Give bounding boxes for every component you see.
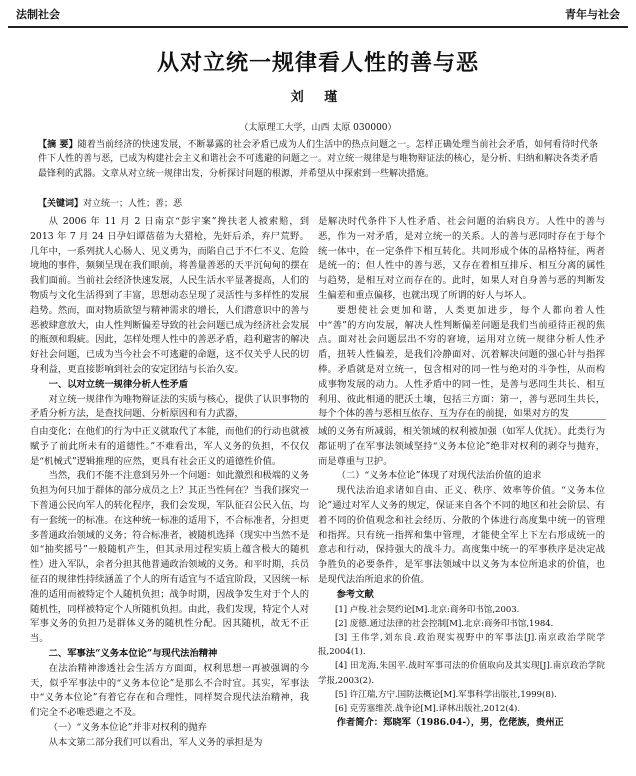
references-heading: 参考文献 [336, 588, 374, 600]
journal-section-label: 法制社会 [16, 8, 60, 21]
abstract-text: 随着当前经济的快速发展，不断暴露的社会矛盾已成为人们生活中的热点问题之一。怎样正确处理当前社会矛盾，如何看待时代条件下人性的善与恶，已成为构建社会主义和谐社会不可逃避的问题之一。对立统一规律是与唯物辩证法的核心，是分析、归纳和解决各类矛盾最锋利的武器。文章从对立统一规律出发，分析探讨问题的根源，并希望从中探索到一些解决措施。 [38, 140, 598, 179]
author-affiliation: （太原理工大学，山西 太原 030000） [239, 123, 397, 133]
paragraph: 是解决时代条件下人性矛盾、社会问题的治病良方。人性中的善与恶，作为一对矛盾，是对立统一的关系。人的善与恶同时存在于每个统一体中，在一定条件下相互转化。共同形成个体的品格特征，两者是统一的；但人性中的善与恶，又存在着相互排斥、相互分离的属性与趋势，是相互对立而存在的。此时，如果人对自身善与恶的判断发生偏差和重点偏移，也就出现了所谓的好人与坏人。 [318, 216, 605, 301]
keywords [38, 196, 598, 209]
reference-item: [5] 许江瑞,方宁.国防法概论[M].军事科学出版社,1999(8). [335, 689, 557, 700]
reference-item: [4] 田龙海,朱国平.战时军事司法的价值取向及其实现[J].南京政治学院学报,2003(2). [318, 661, 605, 686]
paragraph: 域的义务有所减弱，相关领域的权利被加强（如军人优抚）。此类行为都证明了在军事法领域坚持“义务本位论”绝非对权利的剥夺与抛弃，而是尊重与卫护。 [318, 426, 605, 467]
section-heading: 一、以对立统一规律分析人性矛盾 [48, 378, 189, 390]
column-left-bottom [30, 425, 309, 751]
reference-item: [2] 庞德.通过法律的社会控制[M].北京:商务印书馆,1984. [335, 618, 554, 629]
abstract [38, 138, 598, 181]
keywords-label: 【关键词】 [38, 199, 84, 209]
subsection-heading: （一）“义务本位论”并非对权利的抛弃 [48, 721, 207, 733]
column-left-top [30, 215, 309, 422]
article-author: 刘 瑾 [290, 90, 346, 105]
paragraph: 要想使社会更加和谐，人类更加进步，每个人都向着人性中“善”的方向发展，解决人性判断偏差问题是我们当前亟待正视的焦点。面对社会问题层出不穷的窘境，运用对立统一规律分析人性矛盾，扭转人性偏差，是我们冷静面对、沉着解决问题的强心针与指挥棒。矛盾就是对立统一，包含相对的同一性与绝对的斗争性，从而构成事物发展的动力。人性矛盾中的同一性，是善与恶同生共长、相互利用、彼此相通的肥沃土壤，包括三方面：第一，善与恶同生共长，每个个体的善与恶相互依存、互为存在的前提，如果对方的发 [318, 304, 605, 420]
article-title: 从对立统一规律看人性的善与恶 [156, 51, 479, 76]
reference-item: [6] 克劳塞维茨.战争论[M].译林出版社,2012(4). [335, 703, 521, 714]
page-header [8, 0, 628, 28]
paragraph: 从 2006 年 11 月 2 日南京“彭宇案”搀扶老人被索赔，到 2013 年 7 月 24 日孕妇谭蓓蓓为大猎枪，先奸后杀，弃尸荒野。几年中，一系列扰人心肠人、见义勇为，而陷自己于不仁不义、危险境地的事件，频频呈现在我们眼前，将善量善恶的天平沉甸甸的摆在我们面前。当前社会经济快速发展，人民生活水平显著提高，人们的物质与文化生活得到了丰富，思想动态呈现了灵活性与多样性的发展趋势。然而，面对物质欲望与精神需求的增长，人们潜意识中的善与恶被肆意放大，由人性判断偏差导致的社会问题已成为经济社会发展的瓶颈和瑕疵。因此，怎样处理人性中的善恶矛盾，趋利避害的解决好社会问题，已成为当今社会不可逃避的命题，这不仅关乎人民的切身利益，更直接影响到社会的安定团结与长治久安。 [30, 216, 309, 375]
paragraph: 在法治精神渗透社会生活方方面面，权利思想一再被强调的今天，似乎军事法中的“义务本位论”是那么不合时宜。其实，军事法中“义务本位论”有着它存在和合理性，同样契合现代法治精神，我们完全不必唯恐避之不及。 [30, 662, 309, 719]
author-bio: 作者简介：郑晓军（1986.04-），男，仡佬族，贵州正 [336, 717, 564, 729]
column-right-bottom [318, 425, 605, 731]
paragraph: 现代法治追求诸如自由、正义、秩序、效率等价值。“义务本位论”通过对军人义务的规定，保证来自各个不同的地区和社会阶层、有着不同的价值观念和社会经历、分散的个体进行高度集中统一的管理和指挥。只有统一指挥和集中管理，才能使全军上下左右形成统一的意志和行动，保持强大的战斗力。高度集中统一的军事秩序是决定战争胜负的必要条件，是军事法领域中以义务为本位所追求的价值，也是现代法治所追求的价值。 [318, 485, 605, 585]
paragraph: 从本文第二部分我们可以看出，军人义务的承担是为 [48, 736, 263, 748]
article-divider [30, 419, 606, 420]
section-heading: 二、军事法“义务本位论”与现代法治精神 [48, 647, 218, 659]
subsection-heading: （二）“义务本位论”体现了对现代法治价值的追求 [336, 470, 542, 482]
paragraph: 自由变化；在他们的行为中正义就取代了本能，而他们的行动也就被赋予了前此所未有的道德性。”不难看出，军人义务的负担，不仅仅是“机械式”逻辑推理的应然，更具有社会正义的道德性价值。 [30, 426, 309, 467]
abstract-label: 【摘 要】 [38, 140, 78, 150]
keywords-text: 对立统一；人性；善；恶 [83, 199, 183, 209]
column-right-top [318, 215, 605, 422]
journal-name-label: 青年与社会 [565, 8, 620, 21]
reference-item: [1] 卢梭.社会契约论[M].北京:商务印书馆,2003. [335, 604, 520, 615]
reference-item: [3] 王伟学,刘东良.政治现实视野中的军事法[J].南京政治学院学报,2004(1). [318, 632, 605, 658]
paragraph: 对立统一规律作为唯物辩证法的实质与核心，提供了认识事物的矛盾分析方法，是查找问题、分析原因和有力武器， [30, 393, 309, 420]
paragraph: 当然，我们不能不注意到另外一个问题：如此激烈和极端的义务负担为何只加于群体的部分成员之上？其正当性何在？当我们探究一下普通公民向军人的转化程序，我们会发现，军队征召公民入伍，均有一套统一的标准。在这种统一标准的适用下，不合标准者，分担更多普通政治领域的义务；符合标准者，被随机选择（现实中当然不是如“抽奖摇号”一般随机产生，但其录用过程实质上蕴含极大的随机性）进入军队，余者分担其他普通政治领域的义务。和平时期，兵员征召的规律性持续涵盖了个人的所有适宜与不适宜阶段，又因统一标准的适用而被特定个人随机负担；战争时期，因战争发生对于个人的随机性，同样被特定个人所随机负担。由此，我们发现，特定个人对军事义务的负担乃是群体义务的随机性分配。因其随机，故无不正当。 [30, 470, 309, 645]
